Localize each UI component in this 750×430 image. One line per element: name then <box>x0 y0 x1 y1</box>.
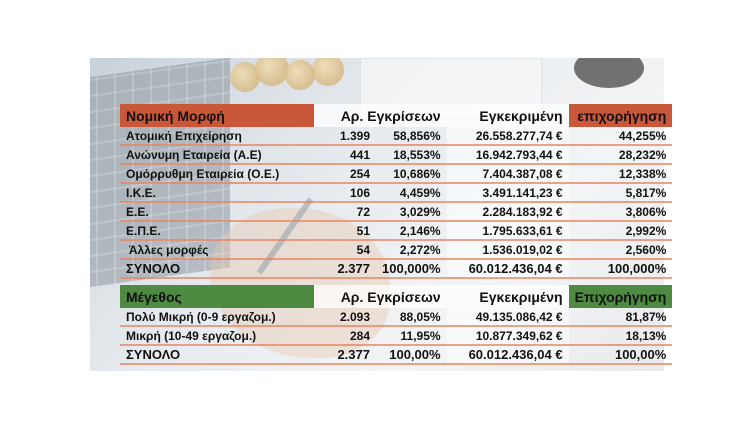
grant-percent: 3,806% <box>569 202 673 221</box>
table-row <box>120 202 672 221</box>
total-approved-amount: 60.012.436,04 € <box>447 259 569 278</box>
row-label: Μικρή (10-49 εργαζομ.) <box>120 326 314 345</box>
approvals-count: 2.093 <box>314 308 376 326</box>
total-label: ΣΥΝΟΛΟ <box>120 345 314 364</box>
approved-amount: 7.404.387,08 € <box>447 164 569 183</box>
row-label: Άλλες μορφές <box>120 240 314 259</box>
grant-percent: 12,338% <box>569 164 673 183</box>
header-approved: Εγκεκριμένη <box>447 285 569 308</box>
table-row <box>120 240 672 259</box>
approvals-count: 54 <box>314 240 376 259</box>
grant-percent: 28,232% <box>569 145 673 164</box>
approved-amount: 1.795.633,61 € <box>447 221 569 240</box>
total-grant-percent: 100,00% <box>569 345 673 364</box>
table-row <box>120 221 672 240</box>
total-approvals-percent: 100,00% <box>376 345 447 364</box>
header-grant: επιχορήγηση <box>569 104 673 127</box>
approved-amount: 26.558.277,74 € <box>447 127 569 145</box>
approvals-count: 51 <box>314 221 376 240</box>
header-approvals-count: Αρ. Εγκρίσεων <box>314 104 447 127</box>
grant-percent: 2,560% <box>569 240 673 259</box>
grant-percent: 5,817% <box>569 183 673 202</box>
header-size: Μέγεθος <box>120 285 314 308</box>
approvals-count: 1.399 <box>314 127 376 145</box>
header-grant: Επιχορήγηση <box>569 285 673 308</box>
approvals-percent: 18,553% <box>376 145 447 164</box>
total-approved-amount: 60.012.436,04 € <box>447 345 569 364</box>
total-approvals-percent: 100,000% <box>376 259 447 278</box>
header-approvals-count: Αρ. Εγκρίσεων <box>314 285 447 308</box>
table-row <box>120 326 672 345</box>
header-approved: Εγκεκριμένη <box>447 104 569 127</box>
row-label: Ε.Π.Ε. <box>120 221 314 240</box>
row-label: Πολύ Μικρή (0-9 εργαζομ.) <box>120 308 314 326</box>
table-row <box>120 183 672 202</box>
approved-amount: 2.284.183,92 € <box>447 202 569 221</box>
approvals-count: 284 <box>314 326 376 345</box>
approvals-percent: 3,029% <box>376 202 447 221</box>
total-label: ΣΥΝΟΛΟ <box>120 259 314 278</box>
table-row <box>120 127 672 145</box>
approvals-percent: 2,272% <box>376 240 447 259</box>
table-row <box>120 164 672 183</box>
total-approvals-count: 2.377 <box>314 259 376 278</box>
table-row <box>120 145 672 164</box>
approvals-count: 106 <box>314 183 376 202</box>
grant-percent: 81,87% <box>569 308 673 326</box>
approvals-percent: 2,146% <box>376 221 447 240</box>
approvals-percent: 4,459% <box>376 183 447 202</box>
approvals-percent: 88,05% <box>376 308 447 326</box>
row-label: Ι.Κ.Ε. <box>120 183 314 202</box>
approved-amount: 3.491.141,23 € <box>447 183 569 202</box>
approved-amount: 49.135.086,42 € <box>447 308 569 326</box>
row-label: Ατομική Επιχείρηση <box>120 127 314 145</box>
approvals-count: 441 <box>314 145 376 164</box>
coffee-cup-image <box>574 58 644 88</box>
row-label: Ομόρρυθμη Εταιρεία (Ο.Ε.) <box>120 164 314 183</box>
row-label: Ανώνυμη Εταιρεία (Α.Ε) <box>120 145 314 164</box>
approved-amount: 10.877.349,62 € <box>447 326 569 345</box>
grant-percent: 18,13% <box>569 326 673 345</box>
grant-percent: 2,992% <box>569 221 673 240</box>
approved-amount: 16.942.793,44 € <box>447 145 569 164</box>
approvals-percent: 10,686% <box>376 164 447 183</box>
coins-image <box>230 58 350 97</box>
row-label: Ε.Ε. <box>120 202 314 221</box>
total-approvals-count: 2.377 <box>314 345 376 364</box>
approvals-count: 72 <box>314 202 376 221</box>
total-grant-percent: 100,000% <box>569 259 673 278</box>
grant-percent: 44,255% <box>569 127 673 145</box>
table2-header-row <box>120 285 672 308</box>
table1-total-row <box>120 259 672 278</box>
approvals-percent: 58,856% <box>376 127 447 145</box>
table-row <box>120 308 672 326</box>
approvals-count: 254 <box>314 164 376 183</box>
header-legal-form: Νομική Μορφή <box>120 104 314 127</box>
approved-amount: 1.536.019,02 € <box>447 240 569 259</box>
table2-total-row <box>120 345 672 364</box>
table1-header-row <box>120 104 672 127</box>
approvals-table <box>120 104 672 365</box>
approvals-percent: 11,95% <box>376 326 447 345</box>
